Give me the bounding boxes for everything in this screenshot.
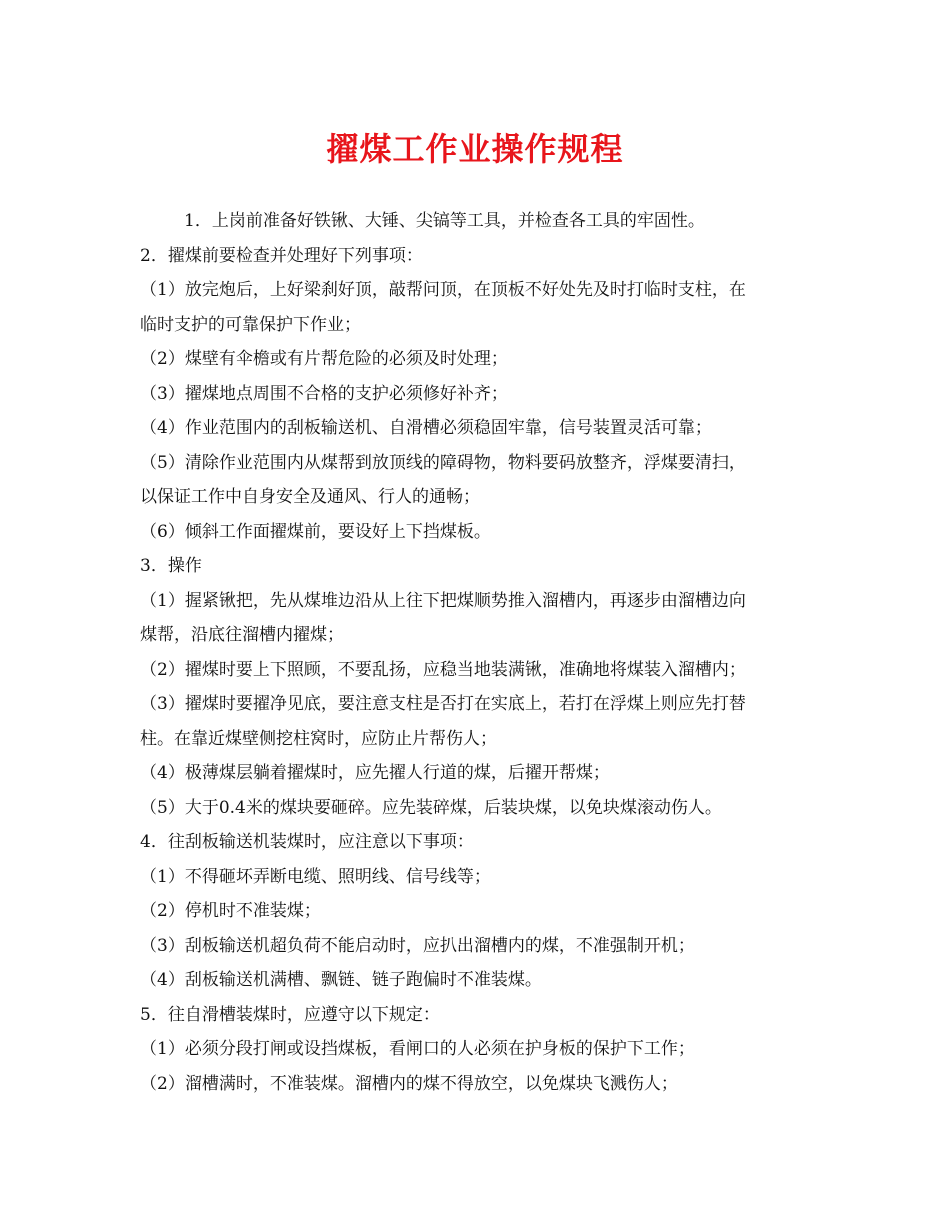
paragraph-line: （6）倾斜工作面擢煤前，要设好上下挡煤板。 (140, 521, 491, 542)
paragraph-line: （4）作业范围内的刮板输送机、自滑槽必须稳固牢靠，信号装置灵活可靠； (140, 418, 712, 438)
paragraph-line: （5）大于0.4米的煤块要砸碎。应先装碎煤，后装块煤，以免块煤滚动伤人。 (140, 797, 722, 818)
paragraph-line: 柱。在靠近煤壁侧挖柱窝时，应防止片帮伤人； (140, 728, 497, 749)
paragraph-line: （3）刮板输送机超负荷不能启动时，应扒出溜槽内的煤，不准强制开机； (140, 935, 695, 956)
paragraph-line: （4）刮板输送机满槽、飘链、链子跑偏时不准装煤。 (140, 970, 542, 990)
paragraph-line: 1．上岗前准备好铁锹、大锤、尖镐等工具，并检查各工具的牢固性。 (184, 211, 705, 231)
paragraph-line: （3）擢煤地点周围不合格的支护必须修好补齐； (140, 383, 508, 404)
paragraph-line: 4．往刮板输送机装煤时，应注意以下事项： (140, 832, 474, 852)
paragraph-line: （4）极薄煤层躺着擢煤时，应先擢人行道的煤，后擢开帮煤； (140, 763, 610, 783)
paragraph-line: 3．操作 (140, 556, 202, 576)
paragraph-line: （1）放完炮后，上好梁刹好顶，敲帮问顶，在顶板不好处先及时打临时支柱，在 (140, 280, 746, 300)
paragraph-line: （1）握紧锹把，先从煤堆边沿从上往下把煤顺势推入溜槽内，再逐步由溜槽边向 (140, 590, 746, 611)
paragraph-line: （2）溜槽满时，不准装煤。溜槽内的煤不得放空，以免煤块飞溅伤人； (140, 1073, 678, 1094)
paragraph-line: 5．往自滑槽装煤时，应遵守以下规定： (140, 1004, 440, 1025)
paragraph-line: （2）擢煤时要上下照顾，不要乱扬，应稳当地装满锹，准确地将煤装入溜槽内； (140, 659, 746, 680)
paragraph-line: 2．擢煤前要检查并处理好下列事项： (140, 245, 423, 266)
document-body (140, 204, 820, 1101)
paragraph-line: 煤帮，沿底往溜槽内擢煤； (140, 625, 344, 645)
paragraph-line: （1）必须分段打闸或设挡煤板，看闸口的人必须在护身板的保护下工作； (140, 1039, 695, 1059)
page-title: 擢煤工作业操作规程 (326, 130, 624, 168)
paragraph-line: （5）清除作业范围内从煤帮到放顶线的障碍物，物料要码放整齐，浮煤要清扫， (140, 452, 746, 473)
paragraph-line: （3）擢煤时要擢净见底，要注意支柱是否打在实底上，若打在浮煤上则应先打替 (140, 694, 746, 714)
paragraph-line: （1）不得砸坏弄断电缆、照明线、信号线等； (140, 866, 491, 887)
paragraph-line: （2）煤壁有伞檐或有片帮危险的必须及时处理； (140, 349, 508, 369)
paragraph-line: 临时支护的可靠保护下作业； (140, 314, 361, 335)
paragraph-line: （2）停机时不准装煤； (140, 901, 321, 921)
paragraph-line: 以保证工作中自身安全及通风、行人的通畅； (140, 487, 480, 507)
